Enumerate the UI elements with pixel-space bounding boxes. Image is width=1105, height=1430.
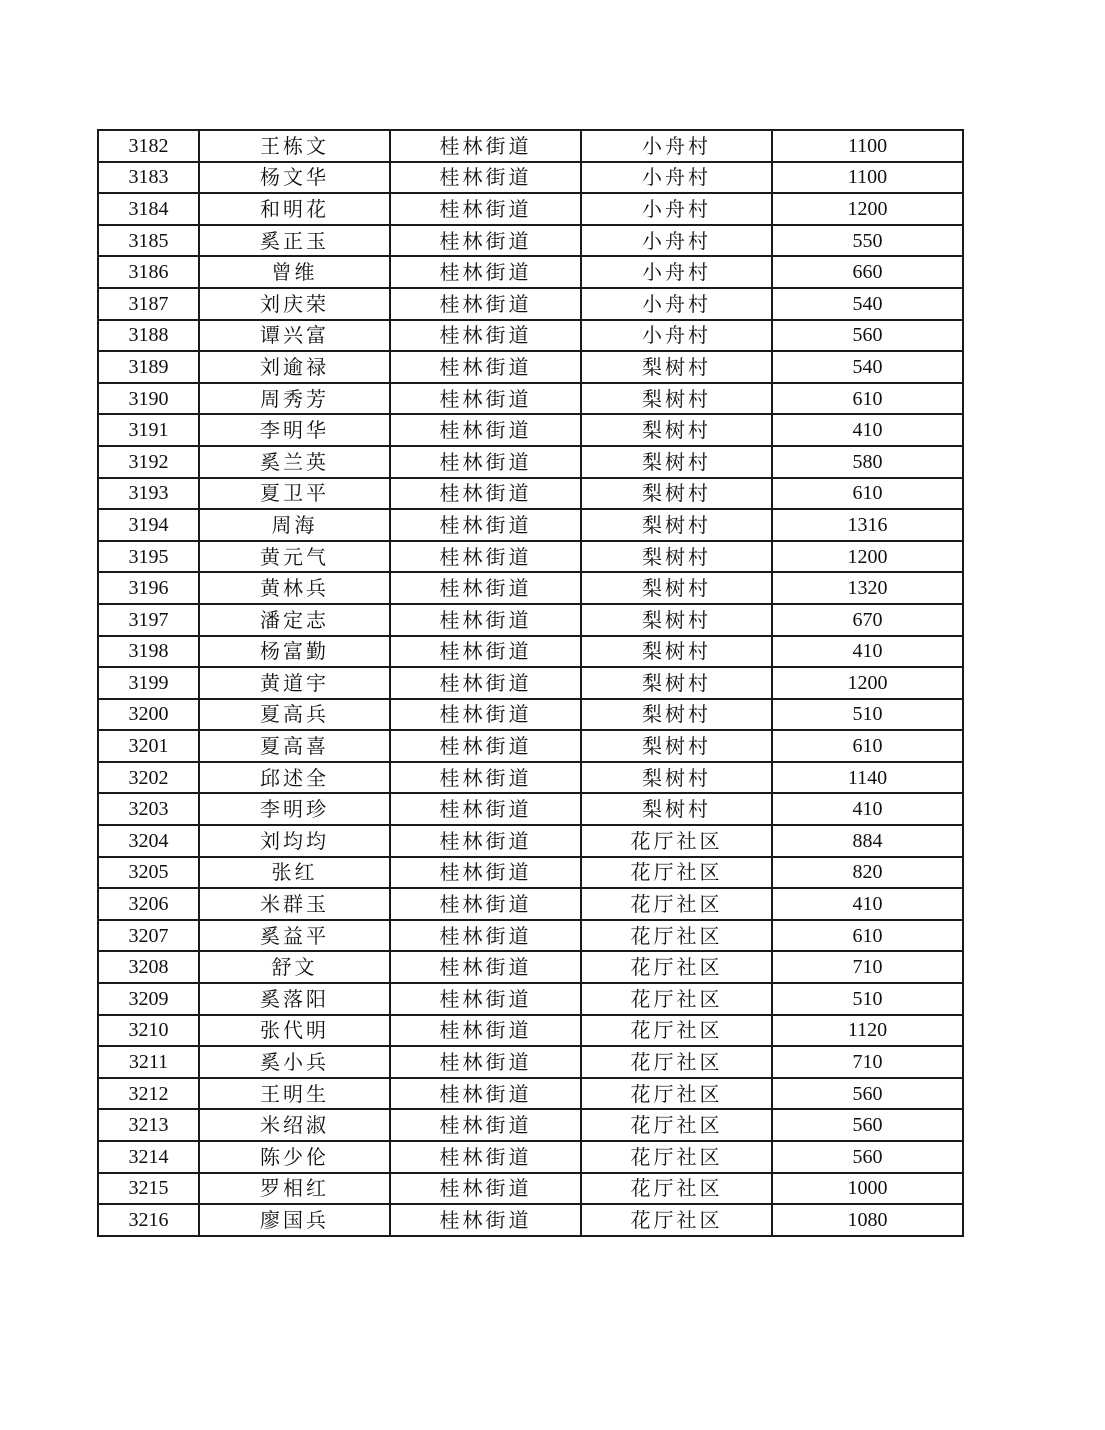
row-number-cell: 3208 [98,951,199,983]
row-number-cell: 3188 [98,320,199,352]
community-cell: 梨树村 [581,667,772,699]
community-cell: 小舟村 [581,256,772,288]
name-cell: 舒文 [199,951,390,983]
community-cell: 梨树村 [581,762,772,794]
table-row [98,699,963,731]
row-number-cell: 3204 [98,825,199,857]
amount-cell: 540 [772,288,963,320]
table-row [98,478,963,510]
name-cell: 米群玉 [199,888,390,920]
table-row [98,1046,963,1078]
name-cell: 黄元气 [199,541,390,573]
subdistrict-cell: 桂林街道 [390,762,581,794]
community-cell: 梨树村 [581,351,772,383]
subdistrict-cell: 桂林街道 [390,446,581,478]
community-cell: 花厅社区 [581,1141,772,1173]
name-cell: 李明华 [199,414,390,446]
table-row [98,320,963,352]
row-number-cell: 3210 [98,1015,199,1047]
table-row [98,1173,963,1205]
name-cell: 张红 [199,857,390,889]
table-row [98,667,963,699]
amount-cell: 550 [772,225,963,257]
community-cell: 花厅社区 [581,1109,772,1141]
amount-cell: 410 [772,888,963,920]
row-number-cell: 3216 [98,1204,199,1236]
table-row [98,920,963,952]
amount-cell: 540 [772,351,963,383]
row-number-cell: 3202 [98,762,199,794]
row-number-cell: 3196 [98,572,199,604]
table-row [98,383,963,415]
row-number-cell: 3211 [98,1046,199,1078]
subdistrict-cell: 桂林街道 [390,1015,581,1047]
amount-cell: 1100 [772,130,963,162]
table-row [98,414,963,446]
table-row [98,1141,963,1173]
table-row [98,572,963,604]
amount-cell: 410 [772,793,963,825]
table-row [98,636,963,668]
subdistrict-cell: 桂林街道 [390,699,581,731]
community-cell: 花厅社区 [581,888,772,920]
subdistrict-cell: 桂林街道 [390,130,581,162]
row-number-cell: 3203 [98,793,199,825]
table-row [98,951,963,983]
amount-cell: 580 [772,446,963,478]
name-cell: 黄道宇 [199,667,390,699]
community-cell: 花厅社区 [581,825,772,857]
amount-cell: 610 [772,478,963,510]
amount-cell: 820 [772,857,963,889]
table-row [98,1204,963,1236]
community-cell: 小舟村 [581,193,772,225]
subdistrict-cell: 桂林街道 [390,1141,581,1173]
amount-cell: 560 [772,320,963,352]
community-cell: 梨树村 [581,383,772,415]
table-row [98,793,963,825]
community-cell: 梨树村 [581,793,772,825]
subdistrict-cell: 桂林街道 [390,888,581,920]
community-cell: 小舟村 [581,130,772,162]
subdistrict-cell: 桂林街道 [390,793,581,825]
row-number-cell: 3183 [98,162,199,194]
table-row [98,1078,963,1110]
subdistrict-cell: 桂林街道 [390,1173,581,1205]
table-row [98,162,963,194]
subdistrict-cell: 桂林街道 [390,604,581,636]
row-number-cell: 3198 [98,636,199,668]
community-cell: 花厅社区 [581,1173,772,1205]
community-cell: 花厅社区 [581,983,772,1015]
row-number-cell: 3212 [98,1078,199,1110]
subdistrict-cell: 桂林街道 [390,541,581,573]
subdistrict-cell: 桂林街道 [390,478,581,510]
table-row [98,541,963,573]
name-cell: 夏高喜 [199,730,390,762]
amount-cell: 610 [772,920,963,952]
community-cell: 花厅社区 [581,920,772,952]
amount-cell: 660 [772,256,963,288]
subdistrict-cell: 桂林街道 [390,383,581,415]
community-cell: 小舟村 [581,162,772,194]
name-cell: 廖国兵 [199,1204,390,1236]
row-number-cell: 3206 [98,888,199,920]
amount-cell: 1200 [772,667,963,699]
name-cell: 潘定志 [199,604,390,636]
row-number-cell: 3193 [98,478,199,510]
community-cell: 梨树村 [581,604,772,636]
table-row [98,256,963,288]
community-cell: 梨树村 [581,730,772,762]
name-cell: 奚益平 [199,920,390,952]
row-number-cell: 3201 [98,730,199,762]
name-cell: 奚正玉 [199,225,390,257]
name-cell: 刘庆荣 [199,288,390,320]
row-number-cell: 3214 [98,1141,199,1173]
amount-cell: 410 [772,636,963,668]
subdistrict-cell: 桂林街道 [390,951,581,983]
amount-cell: 410 [772,414,963,446]
name-cell: 罗相红 [199,1173,390,1205]
subdistrict-cell: 桂林街道 [390,256,581,288]
subdistrict-cell: 桂林街道 [390,636,581,668]
subdistrict-cell: 桂林街道 [390,667,581,699]
row-number-cell: 3186 [98,256,199,288]
table-row [98,351,963,383]
amount-cell: 1100 [772,162,963,194]
name-cell: 和明花 [199,193,390,225]
amount-cell: 1316 [772,509,963,541]
row-number-cell: 3194 [98,509,199,541]
table-row [98,1109,963,1141]
table-row [98,888,963,920]
name-cell: 曾维 [199,256,390,288]
row-number-cell: 3207 [98,920,199,952]
amount-cell: 710 [772,1046,963,1078]
row-number-cell: 3197 [98,604,199,636]
name-cell: 周海 [199,509,390,541]
row-number-cell: 3185 [98,225,199,257]
table-row [98,604,963,636]
amount-cell: 560 [772,1109,963,1141]
subdistrict-cell: 桂林街道 [390,225,581,257]
amount-cell: 1320 [772,572,963,604]
community-cell: 花厅社区 [581,1046,772,1078]
name-cell: 刘均均 [199,825,390,857]
subdistrict-cell: 桂林街道 [390,572,581,604]
amount-cell: 670 [772,604,963,636]
name-cell: 邱述全 [199,762,390,794]
name-cell: 陈少伦 [199,1141,390,1173]
subdistrict-cell: 桂林街道 [390,414,581,446]
table-row [98,825,963,857]
table-body [98,130,963,1236]
table-row [98,130,963,162]
table-row [98,225,963,257]
row-number-cell: 3199 [98,667,199,699]
name-cell: 米绍淑 [199,1109,390,1141]
data-table [97,129,964,1237]
community-cell: 梨树村 [581,446,772,478]
subdistrict-cell: 桂林街道 [390,857,581,889]
amount-cell: 1200 [772,193,963,225]
name-cell: 夏高兵 [199,699,390,731]
subdistrict-cell: 桂林街道 [390,1109,581,1141]
subdistrict-cell: 桂林街道 [390,288,581,320]
amount-cell: 510 [772,699,963,731]
amount-cell: 510 [772,983,963,1015]
community-cell: 梨树村 [581,636,772,668]
row-number-cell: 3184 [98,193,199,225]
table-row [98,288,963,320]
row-number-cell: 3205 [98,857,199,889]
name-cell: 奚兰英 [199,446,390,478]
subdistrict-cell: 桂林街道 [390,1078,581,1110]
name-cell: 谭兴富 [199,320,390,352]
community-cell: 梨树村 [581,478,772,510]
amount-cell: 560 [772,1078,963,1110]
subdistrict-cell: 桂林街道 [390,983,581,1015]
amount-cell: 884 [772,825,963,857]
amount-cell: 1080 [772,1204,963,1236]
table-row [98,509,963,541]
community-cell: 花厅社区 [581,1204,772,1236]
subdistrict-cell: 桂林街道 [390,162,581,194]
table-row [98,857,963,889]
community-cell: 花厅社区 [581,1015,772,1047]
name-cell: 张代明 [199,1015,390,1047]
community-cell: 花厅社区 [581,857,772,889]
row-number-cell: 3192 [98,446,199,478]
row-number-cell: 3200 [98,699,199,731]
community-cell: 梨树村 [581,509,772,541]
community-cell: 小舟村 [581,320,772,352]
subdistrict-cell: 桂林街道 [390,1204,581,1236]
community-cell: 梨树村 [581,414,772,446]
community-cell: 小舟村 [581,225,772,257]
subdistrict-cell: 桂林街道 [390,1046,581,1078]
amount-cell: 1120 [772,1015,963,1047]
amount-cell: 610 [772,383,963,415]
amount-cell: 1200 [772,541,963,573]
amount-cell: 710 [772,951,963,983]
amount-cell: 560 [772,1141,963,1173]
subdistrict-cell: 桂林街道 [390,193,581,225]
table-row [98,983,963,1015]
subdistrict-cell: 桂林街道 [390,920,581,952]
row-number-cell: 3182 [98,130,199,162]
row-number-cell: 3191 [98,414,199,446]
amount-cell: 1140 [772,762,963,794]
row-number-cell: 3209 [98,983,199,1015]
table-row [98,1015,963,1047]
row-number-cell: 3195 [98,541,199,573]
row-number-cell: 3189 [98,351,199,383]
row-number-cell: 3190 [98,383,199,415]
name-cell: 奚落阳 [199,983,390,1015]
row-number-cell: 3215 [98,1173,199,1205]
name-cell: 周秀芳 [199,383,390,415]
table-row [98,446,963,478]
subdistrict-cell: 桂林街道 [390,730,581,762]
subdistrict-cell: 桂林街道 [390,351,581,383]
community-cell: 花厅社区 [581,1078,772,1110]
community-cell: 梨树村 [581,572,772,604]
amount-cell: 1000 [772,1173,963,1205]
name-cell: 刘逾禄 [199,351,390,383]
name-cell: 奚小兵 [199,1046,390,1078]
community-cell: 梨树村 [581,541,772,573]
row-number-cell: 3187 [98,288,199,320]
name-cell: 李明珍 [199,793,390,825]
subdistrict-cell: 桂林街道 [390,509,581,541]
name-cell: 夏卫平 [199,478,390,510]
name-cell: 杨富勤 [199,636,390,668]
name-cell: 黄林兵 [199,572,390,604]
name-cell: 王明生 [199,1078,390,1110]
community-cell: 花厅社区 [581,951,772,983]
name-cell: 王栋文 [199,130,390,162]
row-number-cell: 3213 [98,1109,199,1141]
table-row [98,193,963,225]
table-row [98,762,963,794]
subdistrict-cell: 桂林街道 [390,320,581,352]
subdistrict-cell: 桂林街道 [390,825,581,857]
community-cell: 小舟村 [581,288,772,320]
name-cell: 杨文华 [199,162,390,194]
amount-cell: 610 [772,730,963,762]
table-row [98,730,963,762]
community-cell: 梨树村 [581,699,772,731]
